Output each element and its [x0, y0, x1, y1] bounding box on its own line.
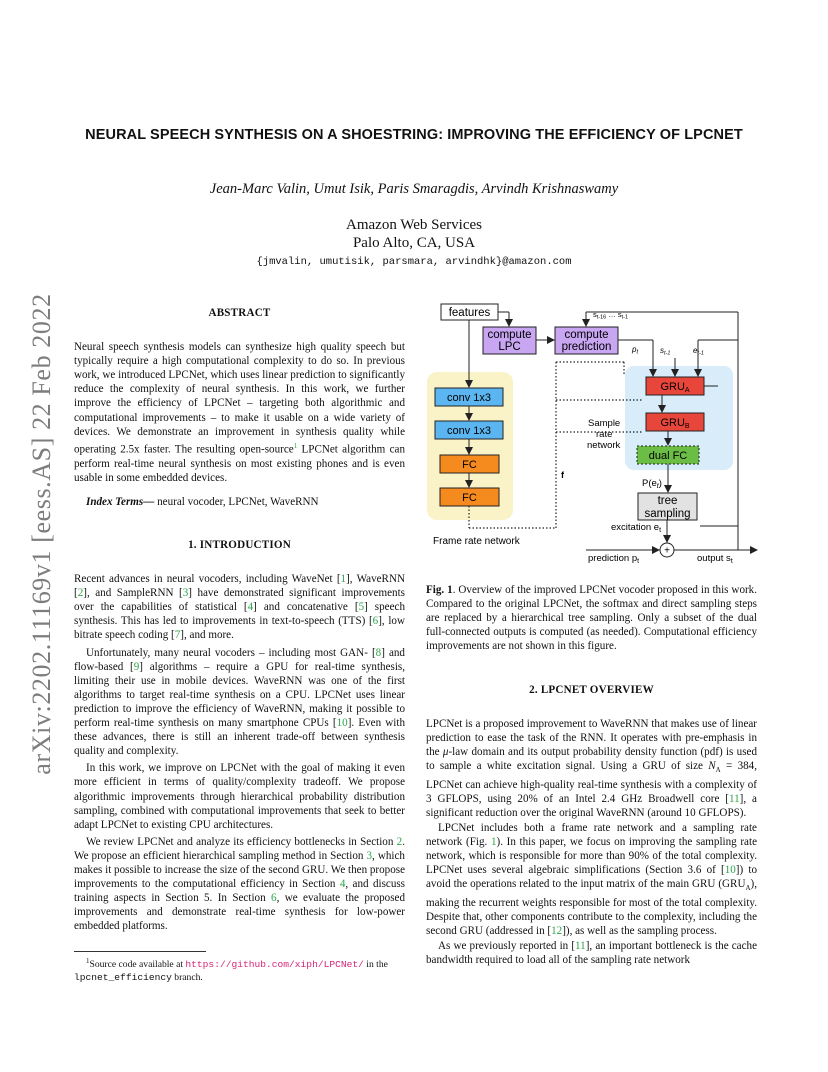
- pt-label: pt: [632, 345, 639, 356]
- conv-1-label: conv 1x3: [446, 392, 492, 404]
- gru-a-label: GRUA: [660, 381, 690, 394]
- citation-link[interactable]: 7: [174, 629, 181, 642]
- section-link[interactable]: 6: [271, 892, 277, 905]
- compute-lpc-label: compute: [487, 329, 532, 341]
- citation-link[interactable]: 12: [551, 924, 563, 937]
- section-link[interactable]: 4: [339, 878, 346, 891]
- abstract-heading: ABSTRACT: [208, 307, 271, 319]
- conv-2-label: conv 1x3: [446, 425, 492, 437]
- dual-fc-label: dual FC: [648, 450, 688, 462]
- f-label: f: [561, 470, 564, 480]
- et1-label: et-1: [693, 346, 704, 357]
- citation-link[interactable]: 11: [575, 939, 586, 952]
- citation-link[interactable]: 11: [728, 792, 740, 805]
- index-terms: [74, 495, 405, 509]
- affiliation-location: Palo Alto, CA, USA: [352, 235, 476, 251]
- citation-link[interactable]: 5: [358, 601, 365, 614]
- sample-rate-network-label-3: network: [587, 440, 621, 451]
- citation-link[interactable]: 9: [133, 660, 140, 673]
- sample-rate-network-label: Sample: [588, 418, 621, 429]
- output-label: output $s_t$: [697, 553, 733, 565]
- plus-label: +: [664, 545, 670, 557]
- compute-lpc-label-2: LPC: [498, 341, 521, 353]
- frame-rate-network-label: Frame rate network: [433, 536, 520, 547]
- intro-heading: 1. INTRODUCTION: [188, 539, 291, 551]
- footnote-rule: [74, 951, 206, 952]
- features-label: features: [448, 307, 491, 319]
- figure-link[interactable]: 1: [490, 836, 497, 849]
- compute-prediction-label-2: prediction: [561, 341, 612, 353]
- figure-caption-text: . Overview of the improved LPCNet vocoder proposed in this work. Compared to the original LPCNet, the softmax and direct sampling steps are replaced by a hierarchical tree sampling. Only a subset of the dual full-connected outputs is computed (as needed). Computational efficiency improvements are not shown in this figure.: [426, 584, 758, 653]
- footnote: $^1$Source code available at https://github.com/xiph/LPCNet/ in the lpcnet_efficiency branch.: [74, 957, 388, 983]
- section-link[interactable]: 3: [366, 849, 373, 862]
- fc-1-label: FC: [462, 459, 477, 471]
- overview-paragraph-3: As we previously reported in [11], an important bottleneck is the cache bandwidth required to load all of the sampling rate network: [426, 939, 757, 967]
- introduction-section: [74, 538, 405, 933]
- gru-b-label: GRUB: [660, 417, 690, 430]
- compute-prediction-label: compute: [564, 329, 609, 341]
- index-terms-text: neural vocoder, LPCNet, WaveRNN: [154, 495, 319, 508]
- affiliation: [80, 216, 748, 252]
- pe-label: $P(e_t)$: [642, 478, 662, 490]
- abstract-text: [74, 340, 405, 485]
- excitation-label: excitation $e_t$: [611, 522, 662, 534]
- fc-2-label: FC: [462, 492, 477, 504]
- figure-caption-label: Fig. 1: [426, 584, 453, 596]
- overview-heading: 2. LPCNET OVERVIEW: [529, 684, 654, 696]
- citation-link[interactable]: 4: [247, 601, 254, 614]
- citation-link[interactable]: 1: [340, 573, 347, 586]
- sample-history-label: $s_{t-16}$ … $s_{t-1}$: [593, 310, 629, 321]
- sample-rate-network-label-2: rate: [596, 429, 613, 440]
- index-terms-label: Index Terms—: [86, 495, 155, 508]
- author-emails: {jmvalin, umutisik, parsmara, arvindhk}@amazon.com: [256, 256, 572, 268]
- paper-title: NEURAL SPEECH SYNTHESIS ON A SHOESTRING: IMPROVING THE EFFICIENCY OF LPCNET: [85, 127, 743, 143]
- section-link[interactable]: 2: [396, 835, 403, 848]
- prediction-label: prediction $p_t$: [588, 553, 640, 565]
- st1-label: st-1: [660, 346, 671, 357]
- citation-link[interactable]: 2: [77, 587, 84, 600]
- abstract-text-main: Neural speech synthesis models can synthesize high quality speech but typically require a high computational complexity to do so. In previous work, we introduced LPCNet, which uses linear prediction to significantly reduce the complexity of neural synthesis. In this work, we further improve the efficiency of LPCNet – targeting both algorithmic and computational improvements – to make it usable on a wide variety of devices. We demonstrate an improvement in synthesis quality while operating 2.5x faster. The resulting open-source: [74, 341, 405, 456]
- overview-section: [426, 683, 757, 967]
- citation-link[interactable]: 8: [375, 646, 382, 659]
- intro-paragraph-3: In this work, we improve on LPCNet with the goal of making it even more efficient in terms of quality/complexity tradeoff. We propose algorithmic improvements through hierarchical probability distribution sampling, combined with computational improvements that seek to better adapt LPCNet to existing CPU architectures.: [74, 762, 405, 831]
- intro-paragraph-2: Unfortunately, many neural vocoders – including most GAN- [8] and flow-based [9] algorithms – require a GPU for real-time synthesis, limiting their use in mobile devices. WaveRNN was one of the first algorithms to target real-time synthesis on a CPU. LPCNet uses linear prediction to improve the efficiency of WaveRNN, making it possible to perform real-time synthesis on many smartphone CPUs [10]. Even with these advances, there is still an inherent trade-off between synthesis quality and complexity.: [74, 646, 405, 758]
- abstract-section: [74, 306, 405, 509]
- citation-link[interactable]: 10: [336, 717, 348, 730]
- intro-paragraph-4: We review LPCNet and analyze its efficiency bottlenecks in Section 2. We propose an efficient hierarchical sampling method in Section 3, which makes it possible to increase the size of the second GRU. We then propose improvements to the computational efficiency in Section 4, and discuss training aspects in Section 5. In Section 6, we evaluate the proposed improvements and demonstrate real-time synthesis for low-power embedded platforms.: [74, 835, 406, 933]
- tree-sampling-label-2: sampling: [644, 508, 691, 520]
- citation-link[interactable]: 10: [724, 864, 736, 877]
- footnote-mark[interactable]: 1: [293, 441, 298, 450]
- abstract-text-end: LPCNet algorithm can perform real-time neural synthesis on most existing phones and is even usable in some embedded devices.: [74, 443, 405, 484]
- footnote-number: 1: [86, 957, 90, 965]
- overview-paragraph-1: LPCNet is a proposed improvement to WaveRNN that makes use of linear prediction to ease the task of the RNN. It operates with pre-emphasis in the μ-law domain and its output probability density function (pdf) is used to sample a white excitation signal. Using a GRU of size $N_A = 384$, LPCNet can achieve high-quality real-time synthesis with a complexity of 3 GFLOPS, using 20% of an Intel 2.4 GHz Broadwell core [11], a significant reduction over the original WaveRNN (around 10 GFLOPS).: [426, 718, 758, 819]
- intro-paragraph-1: Recent advances in neural vocoders, including WaveNet [1], WaveRNN [2], and SampleRNN [3] have demonstrated significant improvements over the capabilities of statistical [4] and concatenative [5] speech synthesis. This has led to improvements in text-to-speech (TTS) [6], low bitrate speech coding [7], and more.: [74, 573, 405, 642]
- branch-name: lpcnet_efficiency: [74, 971, 172, 983]
- paper-authors: Jean-Marc Valin, Umut Isik, Paris Smaragdis, Arvindh Krishnaswamy: [209, 181, 619, 197]
- lpcnet-diagram: [420, 300, 765, 570]
- source-code-link[interactable]: https://github.com/xiph/LPCNet/: [185, 959, 364, 971]
- citation-link[interactable]: 6: [372, 615, 379, 628]
- overview-paragraph-2: LPCNet includes both a frame rate network and a sampling rate network (Fig. 1). In this paper, we focus on improving the sampling rate network, which is responsible for more than 90% of the total complexity. LPCNet uses several algebraic simplifications (Section 3.6 of [10]) to avoid the operations related to the input matrix of the main GRU $(GRU_A)$, making the recurrent weights responsible for most of the total complexity. Despite that, other components contribute to the complexity, including the second GRU (addressed in [12]), as well as the sampling process.: [426, 821, 757, 937]
- affiliation-org: Amazon Web Services: [346, 217, 482, 233]
- figure-caption: [426, 583, 757, 653]
- citation-link[interactable]: 3: [182, 587, 189, 600]
- tree-sampling-label: tree: [657, 495, 678, 507]
- arxiv-stamp: arXiv:2202.11169v1 [eess.AS] 22 Feb 2022: [27, 293, 56, 775]
